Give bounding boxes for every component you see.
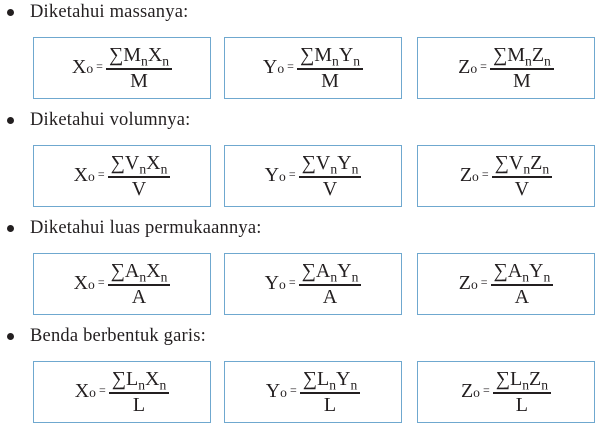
formula-box bbox=[417, 37, 595, 99]
weight-symbol: V bbox=[508, 152, 524, 175]
denominator: M bbox=[321, 69, 339, 92]
sigma-symbol: ∑ bbox=[301, 152, 316, 175]
bullet-icon bbox=[7, 9, 14, 16]
position-subscript: n bbox=[544, 53, 551, 69]
numerator bbox=[297, 44, 363, 68]
numerator bbox=[493, 368, 551, 392]
equals-sign: = bbox=[97, 275, 105, 290]
weight-subscript: n bbox=[523, 161, 531, 177]
numerator bbox=[108, 152, 171, 176]
position-subscript: n bbox=[353, 53, 361, 69]
equals-sign: = bbox=[289, 383, 297, 398]
formula bbox=[459, 260, 554, 307]
bullet-icon bbox=[7, 333, 14, 340]
equals-sign: = bbox=[482, 383, 490, 398]
section-heading-text: Benda berbentuk garis: bbox=[30, 325, 206, 346]
coordinate-symbol: Y bbox=[265, 380, 281, 403]
coordinate-symbol: X bbox=[71, 56, 87, 79]
section-heading-text: Diketahui volumnya: bbox=[30, 109, 191, 130]
bullet-icon bbox=[7, 225, 14, 232]
formula bbox=[458, 44, 554, 91]
sigma-symbol: ∑ bbox=[301, 260, 316, 283]
fraction bbox=[108, 152, 171, 199]
formula-lhs: Y o bbox=[265, 380, 287, 403]
formula bbox=[265, 152, 362, 199]
denominator: A bbox=[514, 285, 530, 308]
denominator: V bbox=[131, 177, 147, 200]
position-subscript: n bbox=[351, 269, 359, 285]
coordinate-symbol: X bbox=[73, 272, 89, 295]
numerator bbox=[109, 368, 170, 392]
position-symbol: Y bbox=[337, 152, 352, 175]
position-symbol: Y bbox=[338, 44, 354, 67]
equals-sign: = bbox=[97, 167, 105, 182]
formula bbox=[265, 260, 362, 307]
numerator bbox=[299, 260, 362, 284]
weight-subscript: n bbox=[330, 269, 338, 285]
position-symbol: Y bbox=[337, 260, 352, 283]
position-subscript: n bbox=[162, 53, 170, 69]
formula bbox=[74, 260, 171, 307]
weight-symbol: L bbox=[317, 368, 330, 391]
fraction bbox=[300, 368, 361, 415]
sigma-symbol: ∑ bbox=[108, 44, 124, 67]
fraction bbox=[108, 260, 171, 307]
denominator: L bbox=[132, 393, 146, 416]
sigma-symbol: ∑ bbox=[494, 152, 509, 175]
numerator bbox=[106, 44, 172, 68]
denominator: A bbox=[131, 285, 147, 308]
weight-subscript: n bbox=[525, 53, 532, 69]
formula-lhs: X o bbox=[73, 164, 95, 187]
formula-box bbox=[224, 145, 402, 207]
sigma-symbol: ∑ bbox=[299, 44, 315, 67]
formula-lhs: Y o bbox=[264, 272, 286, 295]
section-heading bbox=[0, 324, 206, 348]
equals-sign: = bbox=[480, 59, 487, 74]
weight-subscript: n bbox=[139, 161, 147, 177]
formula-lhs: Z o bbox=[458, 56, 478, 79]
fraction bbox=[493, 368, 551, 415]
formula-lhs: X o bbox=[73, 272, 95, 295]
formula bbox=[72, 44, 172, 91]
formula-lhs: Z o bbox=[458, 272, 478, 295]
position-subscript: n bbox=[350, 377, 358, 393]
section-heading-text: Diketahui massanya: bbox=[30, 1, 189, 22]
section-heading-text: Diketahui luas permukaannya: bbox=[30, 217, 262, 238]
position-symbol: X bbox=[145, 368, 160, 391]
fraction bbox=[491, 260, 554, 307]
numerator bbox=[492, 152, 553, 176]
numerator bbox=[300, 368, 361, 392]
fraction bbox=[299, 260, 362, 307]
position-symbol: X bbox=[146, 260, 161, 283]
formula-box bbox=[33, 145, 211, 207]
denominator: L bbox=[323, 393, 337, 416]
formula-box bbox=[33, 37, 211, 99]
section-heading bbox=[0, 0, 188, 24]
position-subscript: n bbox=[542, 161, 550, 177]
formula-box bbox=[224, 37, 402, 99]
sigma-symbol: ∑ bbox=[111, 368, 127, 391]
weight-subscript: n bbox=[138, 377, 146, 393]
formula-lhs: X o bbox=[74, 380, 96, 403]
equals-sign: = bbox=[288, 167, 296, 182]
formula-box bbox=[224, 253, 402, 315]
section-heading bbox=[0, 108, 191, 132]
equals-sign: = bbox=[480, 275, 488, 290]
formula-box bbox=[417, 145, 595, 207]
weight-subscript: n bbox=[330, 161, 338, 177]
coordinate-symbol: Y bbox=[264, 272, 280, 295]
sigma-symbol: ∑ bbox=[495, 368, 511, 391]
fraction bbox=[297, 44, 363, 91]
equals-sign: = bbox=[481, 167, 489, 182]
position-symbol: Z bbox=[529, 368, 542, 391]
weight-symbol: L bbox=[126, 368, 139, 391]
coordinate-symbol: Y bbox=[262, 56, 278, 79]
formula bbox=[263, 44, 363, 91]
position-symbol: Z bbox=[530, 152, 543, 175]
sigma-symbol: ∑ bbox=[302, 368, 318, 391]
fraction bbox=[490, 44, 554, 91]
position-subscript: n bbox=[351, 161, 359, 177]
formula bbox=[461, 368, 551, 415]
weight-symbol: V bbox=[124, 152, 140, 175]
formula bbox=[74, 152, 171, 199]
weight-symbol: V bbox=[315, 152, 331, 175]
coordinate-symbol: X bbox=[73, 164, 89, 187]
numerator bbox=[108, 260, 171, 284]
formula bbox=[75, 368, 170, 415]
position-symbol: Y bbox=[529, 260, 544, 283]
formula-box bbox=[224, 361, 402, 423]
equals-sign: = bbox=[98, 383, 106, 398]
numerator bbox=[491, 260, 554, 284]
weight-symbol: A bbox=[124, 260, 140, 283]
coordinate-symbol: Z bbox=[458, 272, 471, 295]
formula bbox=[266, 368, 361, 415]
denominator: A bbox=[322, 285, 338, 308]
section-1 bbox=[0, 0, 600, 100]
coordinate-symbol: Z bbox=[458, 56, 471, 79]
section-2 bbox=[0, 108, 600, 208]
weight-subscript: n bbox=[141, 53, 148, 69]
denominator: V bbox=[514, 177, 530, 200]
bullet-icon bbox=[7, 117, 14, 124]
numerator bbox=[490, 44, 554, 68]
section-3 bbox=[0, 216, 600, 316]
formula-lhs: Z o bbox=[459, 164, 479, 187]
formula-box bbox=[33, 253, 211, 315]
formula-box bbox=[417, 253, 595, 315]
formula-box bbox=[33, 361, 211, 423]
equals-sign: = bbox=[288, 275, 296, 290]
sigma-symbol: ∑ bbox=[492, 44, 508, 67]
section-4 bbox=[0, 324, 600, 424]
weight-subscript: n bbox=[329, 377, 337, 393]
position-symbol: X bbox=[146, 152, 161, 175]
formula bbox=[460, 152, 552, 199]
equals-sign: = bbox=[96, 59, 103, 74]
weight-symbol: M bbox=[123, 44, 142, 67]
weight-subscript: n bbox=[522, 269, 530, 285]
formula-lhs: X o bbox=[71, 56, 94, 79]
weight-symbol: L bbox=[510, 368, 523, 391]
fraction bbox=[106, 44, 172, 91]
coordinate-symbol: Y bbox=[264, 164, 280, 187]
formula-lhs: Z o bbox=[460, 380, 480, 403]
coordinate-symbol: Z bbox=[460, 380, 474, 403]
fraction bbox=[492, 152, 553, 199]
weight-subscript: n bbox=[522, 377, 530, 393]
section-heading bbox=[0, 216, 262, 240]
denominator: V bbox=[322, 177, 338, 200]
position-symbol: Y bbox=[336, 368, 351, 391]
weight-symbol: A bbox=[315, 260, 331, 283]
weight-subscript: n bbox=[139, 269, 147, 285]
coordinate-symbol: X bbox=[74, 380, 90, 403]
weight-subscript: n bbox=[332, 53, 339, 69]
position-subscript: n bbox=[159, 377, 167, 393]
sigma-symbol: ∑ bbox=[110, 152, 125, 175]
position-symbol: X bbox=[147, 44, 163, 67]
position-subscript: n bbox=[160, 269, 168, 285]
position-subscript: n bbox=[543, 269, 551, 285]
formula-lhs: Y o bbox=[262, 56, 285, 79]
weight-symbol: A bbox=[507, 260, 523, 283]
weight-symbol: M bbox=[314, 44, 333, 67]
formula-lhs: Y o bbox=[264, 164, 286, 187]
coordinate-symbol: Z bbox=[459, 164, 473, 187]
position-subscript: n bbox=[160, 161, 168, 177]
numerator bbox=[299, 152, 362, 176]
fraction bbox=[109, 368, 170, 415]
sigma-symbol: ∑ bbox=[493, 260, 508, 283]
sigma-symbol: ∑ bbox=[110, 260, 125, 283]
denominator: L bbox=[515, 393, 528, 416]
fraction bbox=[299, 152, 362, 199]
denominator: M bbox=[512, 69, 531, 92]
denominator: M bbox=[130, 69, 148, 92]
formula-box bbox=[417, 361, 595, 423]
position-symbol: Z bbox=[531, 44, 545, 67]
equals-sign: = bbox=[287, 59, 294, 74]
weight-symbol: M bbox=[507, 44, 526, 67]
position-subscript: n bbox=[541, 377, 549, 393]
